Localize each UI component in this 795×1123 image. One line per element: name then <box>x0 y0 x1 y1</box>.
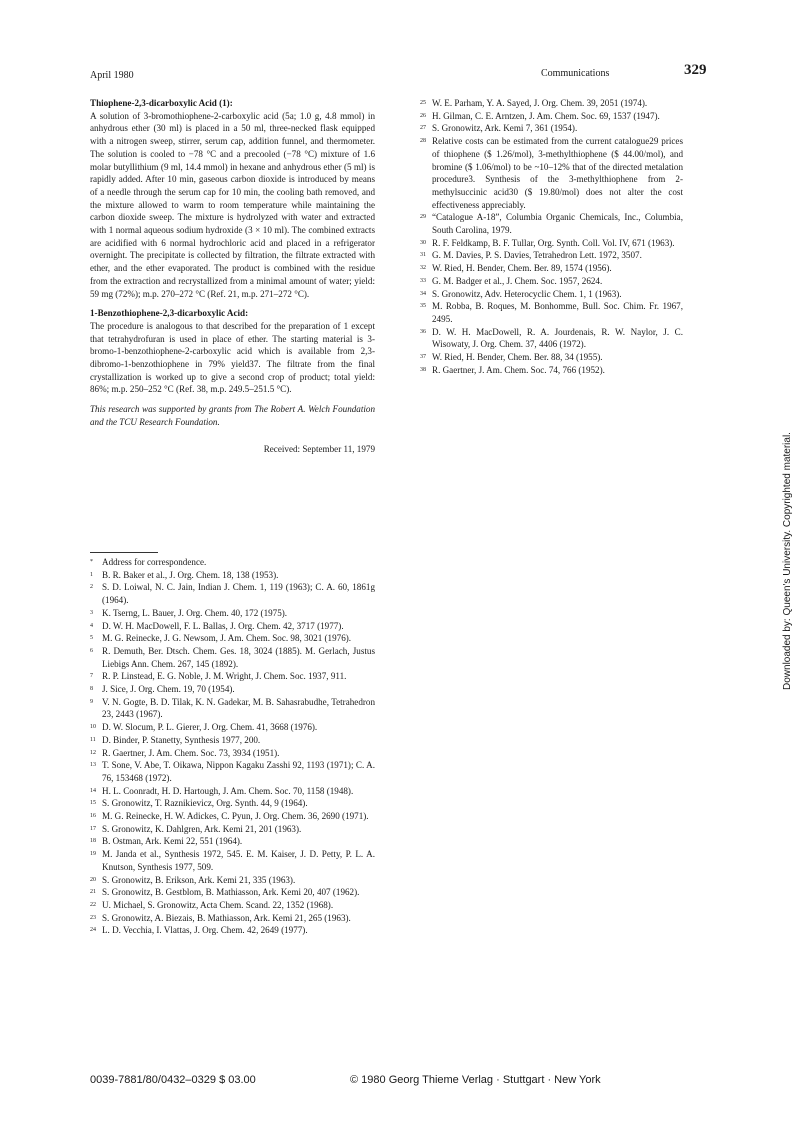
reference-number: 6 <box>90 647 93 654</box>
reference-text: D. Binder, P. Stanetty, Synthesis 1977, 200. <box>102 734 261 745</box>
reference-item <box>420 249 683 262</box>
section-title-thiophene: Thiophene-2,3-dicarboxylic Acid (1): <box>90 98 233 108</box>
reference-number: 2 <box>90 584 93 591</box>
reference-item <box>420 237 683 250</box>
reference-item <box>90 912 375 925</box>
reference-item <box>90 632 375 645</box>
reference-text: M. G. Reinecke, H. W. Adickes, C. Pyun, J. Org. Chem. 36, 2690 (1971). <box>102 811 369 822</box>
reference-number: 8 <box>90 686 93 693</box>
reference-text: R. Gaertner, J. Am. Chem. Soc. 73, 3934 (1951). <box>102 747 280 758</box>
reference-item <box>90 670 375 683</box>
reference-number: 24 <box>90 927 96 934</box>
reference-text: V. N. Gogte, B. D. Tilak, K. N. Gadekar, M. B. Sahasrabudhe, Tetrahedron 23, 2443 (1967). <box>102 696 375 720</box>
received-date: Received: September 11, 1979 <box>263 443 375 454</box>
reference-text: G. M. Davies, P. S. Davies, Tetrahedron Lett. 1972, 3507. <box>432 250 642 261</box>
reference-item <box>90 797 375 810</box>
reference-text: S. Gronowitz, A. Biezais, B. Mathiasson, Ark. Kemi 21, 265 (1963). <box>102 912 351 923</box>
reference-item <box>90 747 375 760</box>
reference-item <box>90 607 375 620</box>
reference-item <box>90 645 375 670</box>
reference-number: 15 <box>90 800 96 807</box>
reference-item <box>420 326 683 351</box>
reference-text: L. D. Vecchia, I. Vlattas, J. Org. Chem. 42, 2649 (1977). <box>102 925 308 936</box>
reference-text: S. Gronowitz, Ark. Kemi 7, 361 (1954). <box>432 123 578 134</box>
reference-number: 4 <box>90 622 93 629</box>
reference-item <box>90 874 375 887</box>
procedure-thiophene: A solution of 3-bromothiophene-2-carboxylic acid (5a; 1.0 g, 4.8 mmol) in anhydrous ether (30 ml) is placed in a 50 ml, three-necked flask equipped with a nitrogen sweep, stirrer, serum cap, addition funnel, and thermometer. The solution is cooled to −78 °C and a precooled (−78 °C) mixture of 1.6 molar butyllithium (9 ml, 14.4 mmol) in hexane and anhydrous ether (5 ml) is rapidly added. After 10 min, gaseous carbon dioxide is introduced by means of a needle through the serum cap for 10 min, the cooling bath removed, and the mixture allowed to warm to room temperature while maintaining the carbon dioxide sweep. The mixture is hydrolyzed with water and extracted with 1 normal aqueous sodium hydroxide (3 × 10 ml). The combined extracts are acidified with 6 normal hydrochloric acid and placed in a refrigerator overnight. The precipitate is collected by filtration, the filtrate extracted with ether, and the ether evaporated. The product is combined with the residue from the extraction and recrystallized from a minimal amount of water; yield: 59 mg (72%); m.p. 270–272 °C (Ref. 21, m.p. 271–272 °C). <box>90 110 375 299</box>
reference-item <box>90 569 375 582</box>
reference-number: 13 <box>90 762 96 769</box>
reference-text: R. F. Feldkamp, B. F. Tullar, Org. Synth. Coll. Vol. IV, 671 (1963). <box>432 237 675 248</box>
reference-text: Address for correspondence. <box>102 557 207 567</box>
reference-item <box>90 683 375 696</box>
reference-text: S. D. Loiwal, N. C. Jain, Indian J. Chem. 1, 119 (1963); C. A. 60, 1861g (1964). <box>102 582 375 606</box>
reference-text: S. Gronowitz, B. Erikson, Ark. Kemi 21, 335 (1963). <box>102 874 296 885</box>
reference-number: 25 <box>420 100 426 106</box>
reference-text: “Catalogue A-18”, Columbia Organic Chemicals, Inc., Columbia, South Carolina, 1979. <box>432 212 683 236</box>
header-section: Communications <box>541 68 610 79</box>
footer-code: 0039-7881/80/0432–0329 $ 03.00 <box>90 1074 256 1086</box>
reference-number: 23 <box>90 914 96 921</box>
reference-text: K. Tserng, L. Bauer, J. Org. Chem. 40, 172 (1975). <box>102 607 288 618</box>
procedure-benzothiophene: The procedure is analogous to that described for the preparation of 1 except that tetrahydrofuran is used in place of ether. The starting material is 3-bromo-1-benzothiophene-2-carboxylic acid which is available from 2,3-dibromo-1-benzothiophene in 79% yield37. The filtrate from the final crystallization is worked up to give a second crop of product; total yield: 86%; m.p. 250–252 °C (Ref. 38, m.p. 249.5–251.5 °C). <box>90 320 375 395</box>
reference-number: 29 <box>420 214 426 221</box>
reference-item <box>90 556 375 569</box>
reference-item <box>90 835 375 848</box>
reference-item <box>420 300 683 325</box>
header-date: April 1980 <box>90 70 134 81</box>
reference-item <box>90 620 375 633</box>
reference-text: D. W. H. MacDowell, F. L. Ballas, J. Org. Chem. 42, 3717 (1977). <box>102 620 344 631</box>
reference-text: T. Sone, V. Abe, T. Oikawa, Nippon Kagaku Zasshi 92, 1193 (1971); C. A. 76, 153468 (1972). <box>102 760 375 783</box>
reference-number: 32 <box>420 265 426 272</box>
reference-item <box>420 275 683 288</box>
reference-text: H. Gilman, C. E. Arntzen, J. Am. Chem. Soc. 69, 1537 (1947). <box>432 110 660 121</box>
reference-text: S. Gronowitz, T. Raznikievicz, Org. Synth. 44, 9 (1964). <box>102 798 308 809</box>
left-column <box>90 97 375 464</box>
reference-number: 21 <box>90 889 96 896</box>
reference-item <box>90 721 375 734</box>
footer-copyright: © 1980 Georg Thieme Verlag · Stuttgart · New York <box>350 1074 601 1086</box>
reference-number: 1 <box>90 571 93 578</box>
reference-item <box>90 886 375 899</box>
acknowledgement: This research was supported by grants from The Robert A. Welch Foundation and the TCU Research Foundation. <box>90 404 375 427</box>
reference-item <box>420 122 683 135</box>
reference-number: 28 <box>420 138 426 145</box>
reference-item <box>90 785 375 798</box>
reference-text: H. L. Coonradt, H. D. Hartough, J. Am. Chem. Soc. 70, 1158 (1948). <box>102 785 354 796</box>
reference-text: B. Ostman, Ark. Kemi 22, 551 (1964). <box>102 836 243 847</box>
reference-item <box>420 97 683 110</box>
reference-item <box>90 734 375 747</box>
reference-text: J. Sice, J. Org. Chem. 19, 70 (1954). <box>102 684 235 695</box>
download-watermark: Downloaded by: Queen's University. Copyrighted material. <box>782 432 793 690</box>
reference-text: D. W. H. MacDowell, R. A. Jourdenais, R. W. Naylor, J. C. Wisowaty, J. Org. Chem. 37, 4406 (1972). <box>432 326 683 350</box>
reference-number: 16 <box>90 813 96 820</box>
reference-text: W. Ried, H. Bender, Chem. Ber. 89, 1574 (1956). <box>432 263 612 274</box>
reference-number: 33 <box>420 277 426 284</box>
reference-number: 7 <box>90 673 93 680</box>
reference-text: S. Gronowitz, K. Dahlgren, Ark. Kemi 21, 201 (1963). <box>102 823 302 834</box>
reference-number: 17 <box>90 825 96 832</box>
reference-number: 10 <box>90 724 96 731</box>
reference-list-right <box>420 97 683 376</box>
reference-item <box>90 848 375 873</box>
reference-text: Relative costs can be estimated from the current catalogue29 prices of thiophene ($ 1.26/mol), 3-methylthiophene ($ 44.00/mol), and bromine ($ 1.06/mol) to be ~10–12% that of the directed metalation procedure3. Synthesis of the 3-methylthiophene from 2-methylsuccinic acid30 ($ 19.80/mol) does not alter the cost effectiveness appreciably. <box>432 136 683 210</box>
reference-text: W. Ried, H. Bender, Chem. Ber. 88, 34 (1955). <box>432 352 603 363</box>
reference-number: 34 <box>420 290 426 297</box>
reference-number: 20 <box>90 876 96 883</box>
reference-item <box>90 823 375 836</box>
reference-number: 19 <box>90 851 96 858</box>
reference-item <box>90 759 375 784</box>
reference-number: 9 <box>90 698 93 705</box>
footnote-divider <box>90 552 158 553</box>
reference-number: 27 <box>420 125 426 132</box>
reference-item <box>90 899 375 912</box>
reference-number: 12 <box>90 749 96 756</box>
reference-number: 14 <box>90 787 96 794</box>
reference-item <box>90 810 375 823</box>
reference-number: 5 <box>90 635 93 642</box>
reference-item <box>420 262 683 275</box>
reference-number: 30 <box>420 239 426 246</box>
reference-number: 11 <box>90 736 96 743</box>
page-number: 329 <box>684 62 707 78</box>
reference-text: M. Janda et al., Synthesis 1972, 545. E. M. Kaiser, J. D. Petty, P. L. A. Knutson, Synthesis 1977, 509. <box>102 849 375 872</box>
reference-text: S. Gronowitz, B. Gestblom, B. Mathiasson, Ark. Kemi 20, 407 (1962). <box>102 887 360 898</box>
reference-number: 22 <box>90 901 96 908</box>
reference-item <box>420 135 683 211</box>
reference-number: 36 <box>420 328 426 335</box>
reference-item <box>90 696 375 721</box>
reference-text: M. Robba, B. Roques, M. Bonhomme, Bull. Soc. Chim. Fr. 1967, 2495. <box>432 301 683 324</box>
reference-text: U. Michael, S. Gronowitz, Acta Chem. Scand. 22, 1352 (1968). <box>102 899 334 910</box>
reference-item <box>420 351 683 364</box>
reference-text: R. Gaertner, J. Am. Chem. Soc. 74, 766 (1952). <box>432 364 605 375</box>
reference-item <box>420 364 683 377</box>
reference-number: 37 <box>420 354 426 361</box>
reference-number: 31 <box>420 252 426 259</box>
reference-number: 26 <box>420 112 426 119</box>
reference-number: 18 <box>90 838 96 845</box>
reference-text: B. R. Baker et al., J. Org. Chem. 18, 138 (1953). <box>102 569 279 580</box>
reference-text: D. W. Slocum, P. L. Gierer, J. Org. Chem. 41, 3668 (1976). <box>102 722 318 733</box>
reference-text: M. G. Reinecke, J. G. Newsom, J. Am. Chem. Soc. 98, 3021 (1976). <box>102 633 352 644</box>
reference-item <box>90 924 375 937</box>
reference-item <box>420 211 683 236</box>
reference-text: G. M. Badger et al., J. Chem. Soc. 1957, 2624. <box>432 275 603 286</box>
reference-number: 3 <box>90 609 93 616</box>
reference-number: 35 <box>420 303 426 310</box>
section-title-benzothiophene: 1-Benzothiophene-2,3-dicarboxylic Acid: <box>90 308 249 319</box>
reference-number: 38 <box>420 366 426 373</box>
reference-text: R. P. Linstead, E. G. Noble, J. M. Wright, J. Chem. Soc. 1937, 911. <box>102 671 347 682</box>
reference-number: * <box>90 559 93 565</box>
reference-item <box>90 581 375 606</box>
reference-item <box>420 288 683 301</box>
reference-text: W. E. Parham, Y. A. Sayed, J. Org. Chem. 39, 2051 (1974). <box>432 98 648 108</box>
reference-text: R. Demuth, Ber. Dtsch. Chem. Ges. 18, 3024 (1885). M. Gerlach, Justus Liebigs Ann. Chem. 267, 145 (1892). <box>102 645 375 669</box>
reference-item <box>420 110 683 123</box>
reference-list-left <box>90 552 375 937</box>
reference-text: S. Gronowitz, Adv. Heterocyclic Chem. 1, 1 (1963). <box>432 288 622 299</box>
